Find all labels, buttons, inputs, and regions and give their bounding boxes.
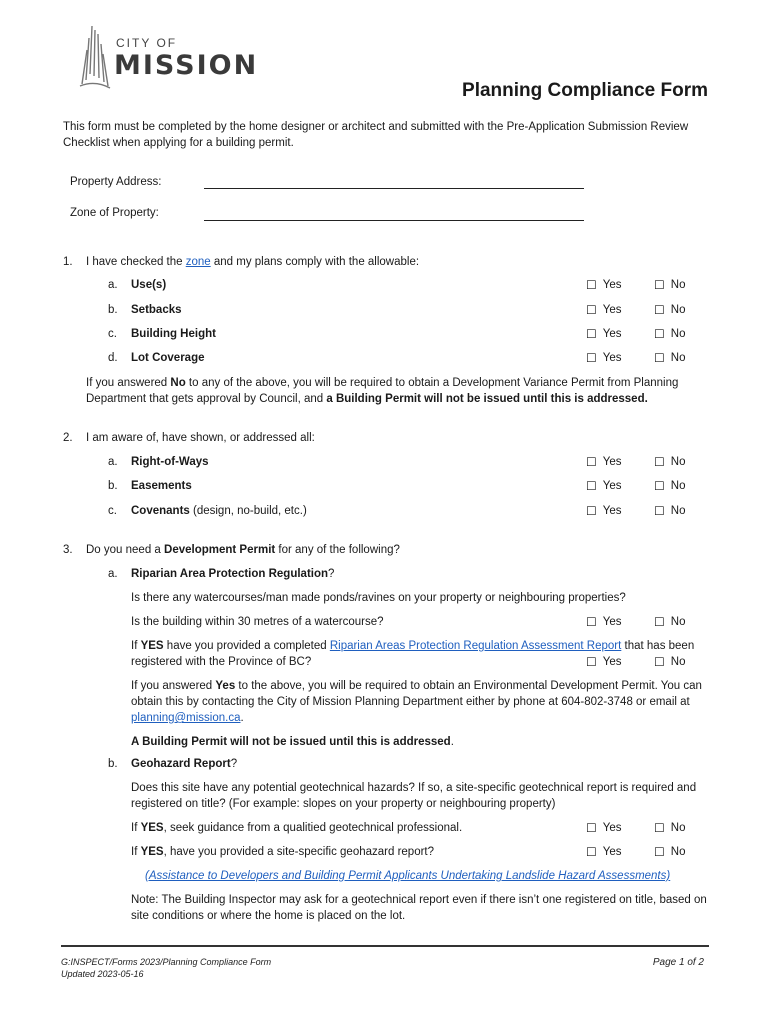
footer-divider [61,945,709,947]
zone-label: Zone of Property: [70,207,159,219]
q3b-guidance-no-checkbox[interactable]: ☐ No [654,821,686,835]
q2c-letter: c. [108,505,117,517]
q3-number: 3. [63,544,73,556]
page-title: Planning Compliance Form [462,80,708,101]
property-address-label: Property Address: [70,176,162,188]
q3a-line3b: registered with the Province of BC? [131,656,312,668]
q1a-yes-checkbox[interactable]: ☐ Yes [586,278,622,292]
zone-link[interactable]: zone [185,256,211,268]
q2c-label: Covenants (design, no-build, etc.) [131,505,307,517]
q1-number: 1. [63,256,73,268]
q3b-line3: If YES, have you provided a site-specific geohazard report? [131,846,435,858]
q3a-report-yes-checkbox[interactable]: ☐ Yes [586,655,622,669]
q1b-yes-checkbox[interactable]: ☐ Yes [586,303,622,317]
footer-updated: Updated 2023-05-16 [61,969,144,979]
q2b-yes-checkbox[interactable]: ☐ Yes [586,479,622,493]
riparian-report-link[interactable]: Riparian Areas Protection Regulation Assessment Report [329,640,622,652]
q3a-label: Riparian Area Protection Regulation? [131,568,335,580]
q1d-label: Lot Coverage [131,352,205,364]
property-address-input[interactable] [204,188,584,189]
q3b-line2: If YES, seek guidance from a qualitied geotechnical professional. [131,822,463,834]
q1b-label: Setbacks [131,304,182,316]
q2-number: 2. [63,432,73,444]
q1d-no-checkbox[interactable]: ☐ No [654,351,686,365]
q2c-yes-checkbox[interactable]: ☐ Yes [586,504,622,518]
q3b-note: Note: The Building Inspector may ask for a geotechnical report even if there isn’t one registered on title, based on site conditions or where the home is placed on the lot. [131,894,707,922]
q3b-guidance-yes-checkbox[interactable]: ☐ Yes [586,821,622,835]
q2b-no-checkbox[interactable]: ☐ No [654,479,686,493]
q3b-report-yes-checkbox[interactable]: ☐ Yes [586,845,622,859]
q3a-report-no-checkbox[interactable]: ☐ No [654,655,686,669]
q2b-label: Easements [131,480,192,492]
q1a-no-checkbox[interactable]: ☐ No [654,278,686,292]
q1d-yes-checkbox[interactable]: ☐ Yes [586,351,622,365]
q1a-letter: a. [108,279,118,291]
q1c-letter: c. [108,328,117,340]
q1-text [86,254,419,270]
city-logo [78,24,268,96]
q3b-letter: b. [108,758,118,770]
q2a-letter: a. [108,456,118,468]
logo-mission-text: MISSION [114,50,259,81]
q3a-line2: Is the building within 30 metres of a watercourse? [131,616,384,628]
q3a-line1: Is there any watercourses/man made ponds/ravines on your property or neighbouring properties? [131,592,626,604]
q1-text-post: and my plans comply with the allowable: [210,256,420,268]
logo-city-text: CITY OF [116,36,178,50]
footer-path: G:INSPECT/Forms 2023/Planning Compliance Form [61,957,272,967]
q2a-yes-checkbox[interactable]: ☐ Yes [586,455,622,469]
tree-logo-icon [78,24,112,92]
q3a-warning: A Building Permit will not be issued until this is addressed. [131,736,454,748]
footer-page-number: Page 1 of 2 [652,957,704,968]
q1b-no-checkbox[interactable]: ☐ No [654,303,686,317]
q2-text: I am aware of, have shown, or addressed all: [86,432,315,444]
q3a-note: If you answered Yes to the above, you will be required to obtain an Environmental Development Permit. You can obtain this by contacting the City of Mission Planning Department either by phone at 604-802-3748 or email at planning@mission.ca. [131,680,702,724]
q3b-line1: Does this site have any potential geotechnical hazards? If so, a site-specific geotechnical report is required and registered on title? (For example: slopes on your property or neighbouring property) [131,782,697,810]
q1b-letter: b. [108,304,118,316]
q3a-letter: a. [108,568,118,580]
intro-text: This form must be completed by the home designer or architect and submitted with the Pre-Application Submission Review Checklist when applying for a building permit. [63,121,689,149]
q3-text: Do you need a Development Permit for any of the following? [86,544,400,556]
q2a-no-checkbox[interactable]: ☐ No [654,455,686,469]
planning-email-link[interactable]: planning@mission.ca [131,712,241,724]
zone-input[interactable] [204,220,584,221]
q1-note: If you answered No to any of the above, you will be required to obtain a Development Variance Permit from Planning Department that gets approval by Council, and a Building Permit will not be issued until this is addressed. [86,377,679,405]
q1c-no-checkbox[interactable]: ☐ No [654,327,686,341]
q3a-watercourse-no-checkbox[interactable]: ☐ No [654,615,686,629]
q3b-report-no-checkbox[interactable]: ☐ No [654,845,686,859]
q2b-letter: b. [108,480,118,492]
q1d-letter: d. [108,352,118,364]
q3a-watercourse-yes-checkbox[interactable]: ☐ Yes [586,615,622,629]
q1-text-pre: I have checked the [86,256,186,268]
q1c-label: Building Height [131,328,216,340]
q3a-line3: If YES have you provided a completed Riparian Areas Protection Regulation Assessment Report that has been [131,640,695,652]
q2c-no-checkbox[interactable]: ☐ No [654,504,686,518]
q1a-label: Use(s) [131,279,167,291]
q3b-label: Geohazard Report? [131,758,238,770]
q2a-label: Right-of-Ways [131,456,209,468]
landslide-assessment-link[interactable]: (Assistance to Developers and Building Permit Applicants Undertaking Landslide Hazard Assessments) [145,870,671,882]
q1c-yes-checkbox[interactable]: ☐ Yes [586,327,622,341]
